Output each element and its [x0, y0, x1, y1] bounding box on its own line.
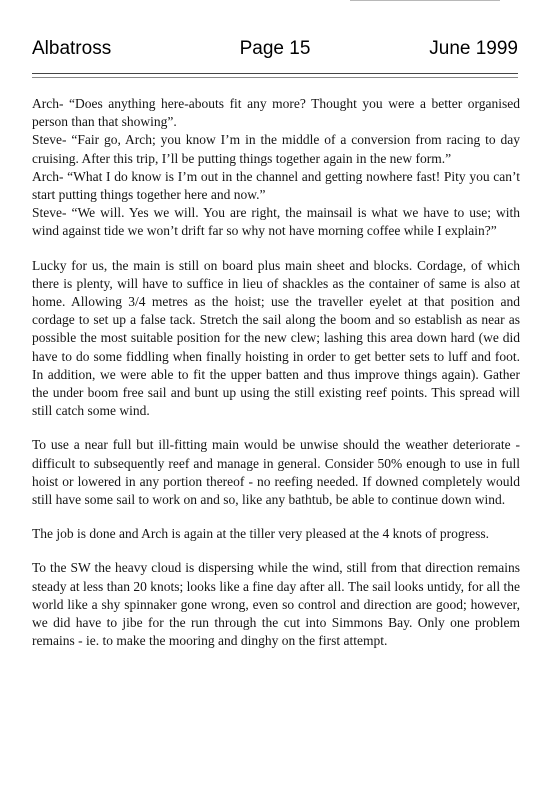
- publication-title: Albatross: [32, 38, 112, 59]
- paragraph: The job is done and Arch is again at the tiller very pleased at the 4 knots of progress.: [32, 526, 490, 542]
- dialogue-block: [32, 95, 520, 241]
- header-divider: [32, 73, 518, 78]
- article-body: [32, 95, 520, 666]
- page-number: Page 15: [239, 38, 311, 59]
- dialogue-line: Steve- “We will. Yes we will. You are right, the mainsail is what we have to use; with wind against tide we won’t drift far so why not have morning coffee while I explain?”: [32, 205, 520, 239]
- paragraph: To the SW the heavy cloud is dispersing while the wind, still from that direction remains steady at less than 20 knots; looks like a fine day after all. The sail looks untidy, for all the world like a shy spinnaker gone wrong, even so control and direction are good; however, we did have to jibe for the run through the cut into Simmons Bay. Only one problem remains - ie. to make the mooring and dinghy on the first attempt.: [32, 560, 520, 649]
- paragraph: To use a near full but ill-fitting main would be unwise should the weather deteriorate - difficult to subsequently reef and manage in general. Consider 50% enough to use in full hoist or lowered in any portion thereof - no reefing needed. If downed completely would still have some sail to work on and so, like any bathtub, be able to continue down wind.: [32, 437, 520, 508]
- page-header: [32, 38, 518, 64]
- paragraph: Lucky for us, the main is still on board plus main sheet and blocks. Cordage, of which there is plenty, will have to suffice in lieu of shackles as the container of same is also at home. Allowing 3/4 metres as the hoist; use the traveller eyelet at that position and cordage to set up a false tack. Stretch the sail along the boom and so establish as near as possible the most suitable position for the new clew; lashing this area down hard (we did have to do some fiddling when finally hoisting in order to get better sets to luff and foot. In addition, we were able to fit the upper batten and thus improve things again). Gather the under boom free sail and bunt up using the still existing reef points. This spread will still catch some wind.: [32, 257, 520, 419]
- issue-date: June 1999: [429, 38, 518, 59]
- dialogue-line: Steve- “Fair go, Arch; you know I’m in the middle of a conversion from racing to day cruising. After this trip, I’ll be putting things together again in the new form.”: [32, 132, 520, 166]
- dialogue-line: Arch- “Does anything here-abouts fit any more? Thought you were a better organised person than that showing”.: [32, 96, 520, 130]
- scan-edge-mark: [350, 0, 500, 3]
- dialogue-line: Arch- “What I do know is I’m out in the channel and getting nowhere fast! Pity you can’t start putting things together here and now.”: [32, 168, 520, 203]
